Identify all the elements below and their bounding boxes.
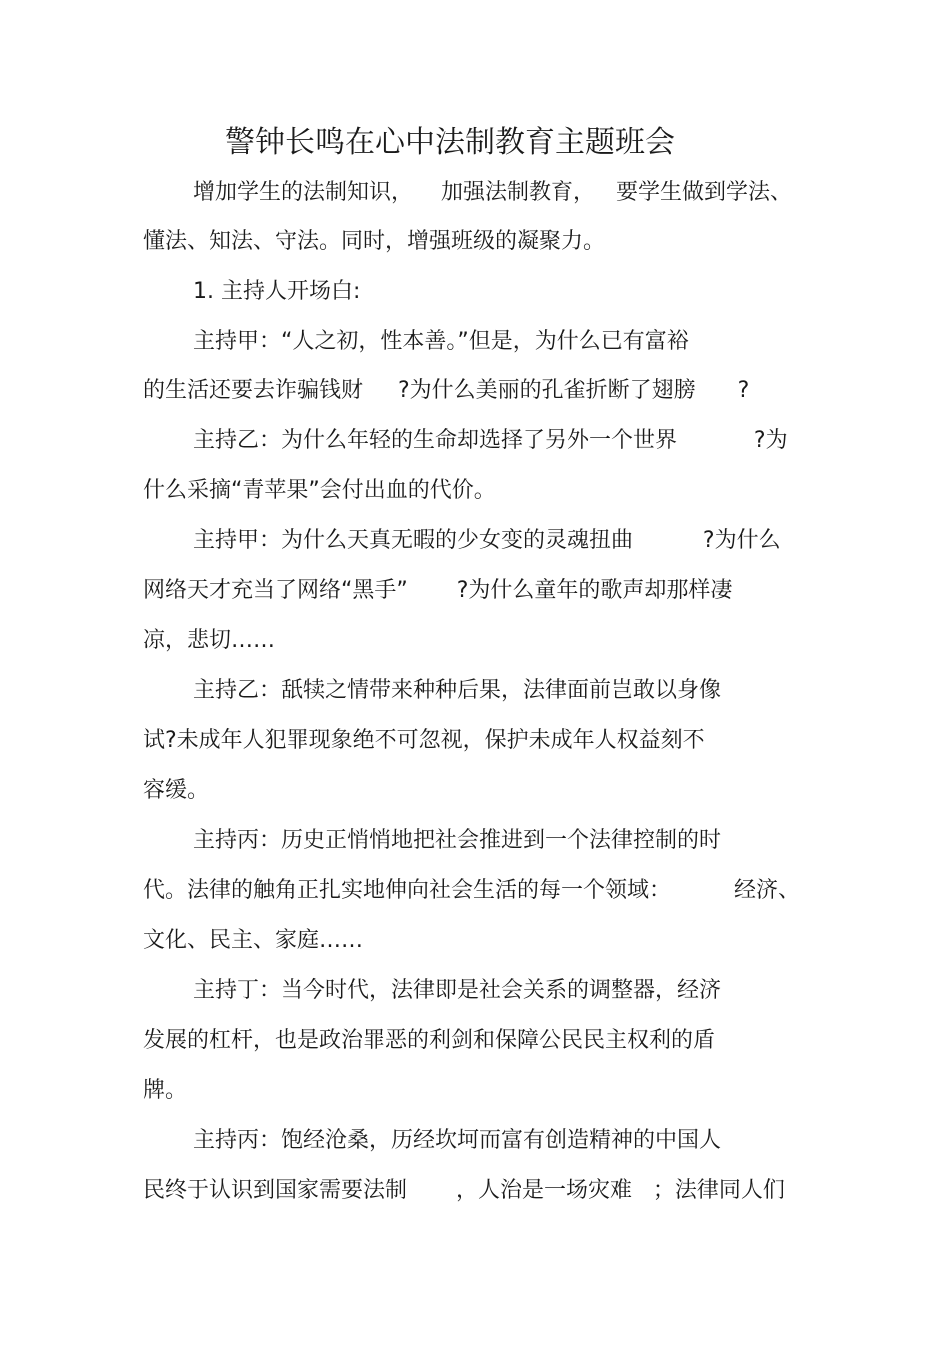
paragraph-line: 民终于认识到国家需要法制 ，人治是一场灾难 ；法律同人们 xyxy=(143,1178,785,1203)
paragraph-line: 代。法律的触角正扎实地伸向社会生活的每一个领域： 经济、 xyxy=(143,878,800,903)
paragraph-line: 文化、民主、家庭…… xyxy=(143,928,364,953)
paragraph-line: 主持乙：舐犊之情带来种种后果，法律面前岂敢以身像 xyxy=(193,678,722,703)
paragraph-line: 凉，悲切…… xyxy=(143,628,276,653)
paragraph-line: 主持甲：为什么天真无暇的少女变的灵魂扭曲 ?为什么 xyxy=(193,528,781,553)
paragraph-line: 主持丙：饱经沧桑，历经坎坷而富有创造精神的中国人 xyxy=(193,1128,722,1153)
paragraph-line: 主持丙：历史正悄悄地把社会推进到一个法律控制的时 xyxy=(193,828,722,853)
paragraph-line: 主持甲：“人之初，性本善。”但是，为什么已有富裕 xyxy=(193,329,689,354)
paragraph-line: 发展的杠杆，也是政治罪恶的利剑和保障公民民主权利的盾 xyxy=(143,1028,716,1053)
paragraph-line: 增加学生的法制知识， 加强法制教育， 要学生做到学法、 xyxy=(193,180,792,205)
document-title: 警钟长鸣在心中法制教育主题班会 xyxy=(225,125,675,160)
paragraph-line: 容缓。 xyxy=(143,778,210,803)
paragraph-line: 1. 主持人开场白: xyxy=(193,279,361,304)
paragraph-line: 的生活还要去诈骗钱财 ?为什么美丽的孔雀折断了翅膀 ? xyxy=(143,378,750,403)
paragraph-line: 什么采摘“青苹果”会付出血的代价。 xyxy=(143,478,496,503)
paragraph-line: 试?未成年人犯罪现象绝不可忽视，保护未成年人权益刻不 xyxy=(143,728,705,753)
paragraph-line: 主持乙：为什么年轻的生命却选择了另外一个世界 ?为 xyxy=(193,428,788,453)
paragraph-line: 网络天才充当了网络“黑手” ?为什么童年的歌声却那样凄 xyxy=(143,578,733,603)
paragraph-line: 懂法、知法、守法。同时，增强班级的凝聚力。 xyxy=(143,229,606,254)
paragraph-line: 牌。 xyxy=(143,1078,188,1103)
paragraph-line: 主持丁：当今时代，法律即是社会关系的调整器，经济 xyxy=(193,978,722,1003)
